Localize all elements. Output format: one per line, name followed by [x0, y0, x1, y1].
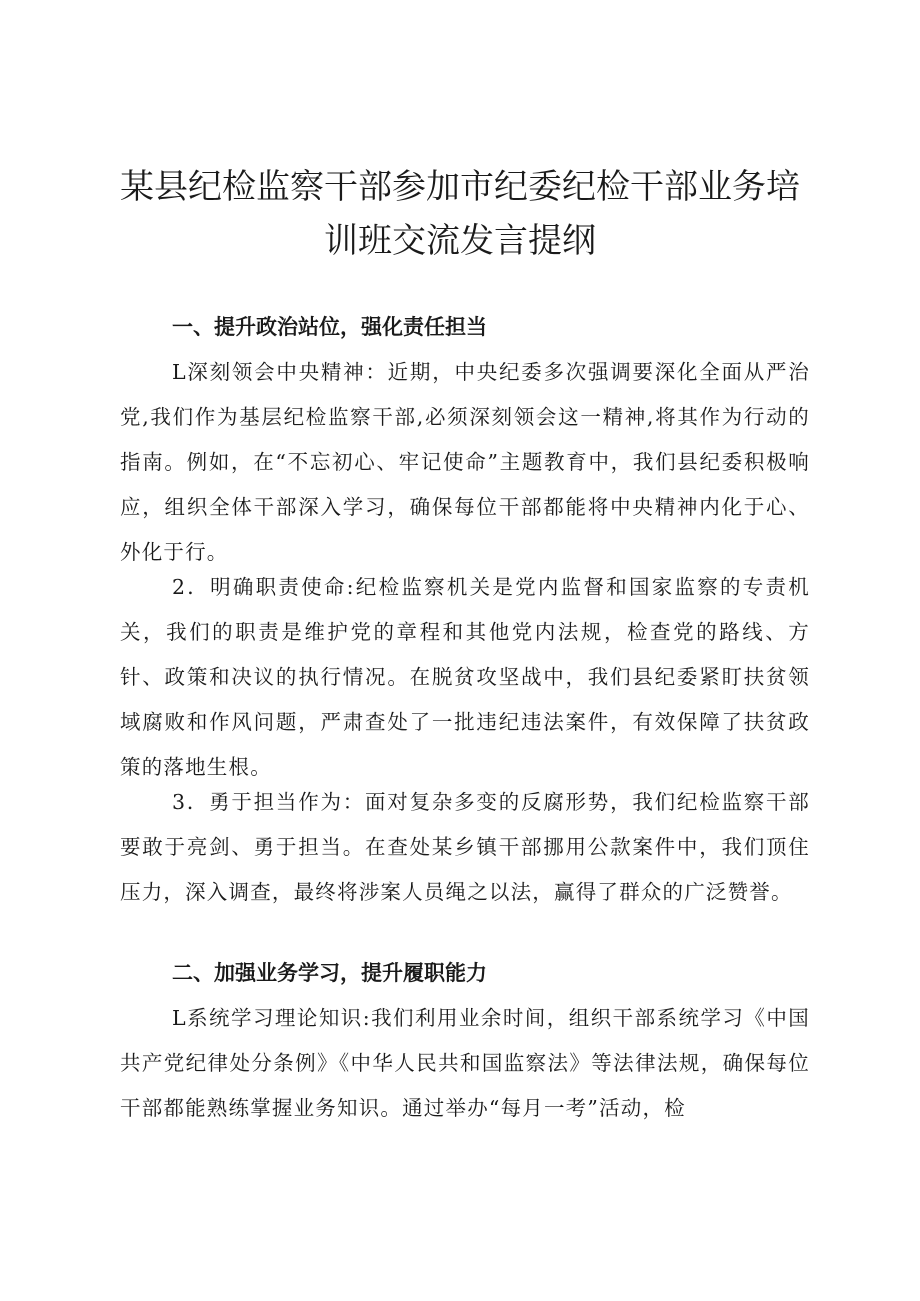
section-heading-2: 二、加强业务学习，提升履职能力: [172, 961, 487, 985]
section-1-paragraph-2: 2．明确职责使命:纪检监察机关是党内监督和国家监察的专责机关，我们的职责是维护党的章程和其他党内法规，检查党的路线、方针、政策和决议的执行情况。在脱贫攻坚战中，我们县纪委紧盯扶贫领域腐败和作风问题，严肃查处了一批违纪违法案件，有效保障了扶贫政策的落地生根。: [120, 575, 810, 779]
section-heading-1: 一、提升政治站位，强化责任担当: [172, 315, 487, 339]
document-title: 某县纪检监察干部参加市纪委纪检干部业务培训班交流发言提纲: [120, 167, 800, 261]
section-2-paragraph-1: L系统学习理论知识:我们利用业余时间，组织干部系统学习《中国共产党纪律处分条例》《中华人民共和国监察法》等法律法规，确保每位干部都能熟练掌握业务知识。通过举办“每月一考”活动，检: [120, 1006, 810, 1120]
section-1-paragraph-3: 3．勇于担当作为：面对复杂多变的反腐形势，我们纪检监察干部要敢于亮剑、勇于担当。在查处某乡镇干部挪用公款案件中，我们顶住压力，深入调查，最终将涉案人员绳之以法，赢得了群众的广泛赞誉。: [120, 790, 810, 904]
section-1-paragraph-1: L深刻领会中央精神：近期，中央纪委多次强调要深化全面从严治党,我们作为基层纪检监察干部,必须深刻领会这一精神,将其作为行动的指南。例如，在“不忘初心、牢记使命”主题教育中，我们县纪委积极响应，组织全体干部深入学习，确保每位干部都能将中央精神内化于心、外化于行。: [120, 360, 810, 564]
